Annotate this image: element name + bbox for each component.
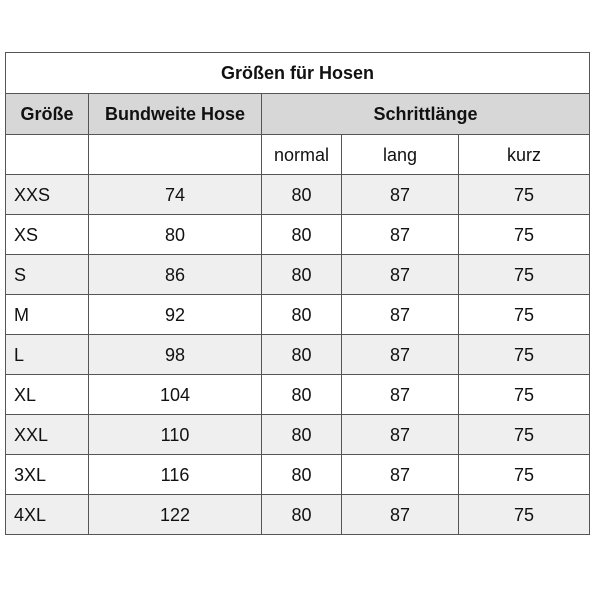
subheader-long: lang [342,135,459,175]
cell-waist: 104 [89,375,262,415]
table-row [6,175,590,215]
cell-normal: 80 [262,215,342,255]
cell-short: 75 [459,455,590,495]
cell-short: 75 [459,415,590,455]
cell-size: XL [6,375,89,415]
cell-normal: 80 [262,415,342,455]
cell-normal: 80 [262,295,342,335]
size-table [5,52,590,535]
table-title: Größen für Hosen [6,53,590,94]
cell-size: L [6,335,89,375]
cell-waist: 86 [89,255,262,295]
cell-size: XXL [6,415,89,455]
cell-long: 87 [342,175,459,215]
header-size: Größe [6,94,89,135]
cell-long: 87 [342,215,459,255]
table-row [6,495,590,535]
cell-long: 87 [342,375,459,415]
subheader-normal: normal [262,135,342,175]
cell-long: 87 [342,295,459,335]
cell-waist: 110 [89,415,262,455]
cell-size: 3XL [6,455,89,495]
cell-waist: 116 [89,455,262,495]
table-row [6,375,590,415]
cell-long: 87 [342,455,459,495]
cell-long: 87 [342,255,459,295]
subheader-empty-waist [89,135,262,175]
cell-normal: 80 [262,335,342,375]
cell-waist: 92 [89,295,262,335]
cell-waist: 122 [89,495,262,535]
subheader-short: kurz [459,135,590,175]
cell-size: XS [6,215,89,255]
cell-normal: 80 [262,175,342,215]
cell-short: 75 [459,335,590,375]
table-row [6,415,590,455]
table-row [6,215,590,255]
cell-long: 87 [342,335,459,375]
cell-normal: 80 [262,495,342,535]
cell-short: 75 [459,295,590,335]
size-table-container [5,52,589,535]
header-waist: Bundweite Hose [89,94,262,135]
header-inseam: Schrittlänge [262,94,590,135]
cell-short: 75 [459,375,590,415]
cell-size: S [6,255,89,295]
cell-waist: 74 [89,175,262,215]
cell-long: 87 [342,415,459,455]
cell-short: 75 [459,215,590,255]
cell-short: 75 [459,255,590,295]
cell-normal: 80 [262,375,342,415]
cell-size: M [6,295,89,335]
cell-normal: 80 [262,455,342,495]
cell-short: 75 [459,175,590,215]
table-row [6,255,590,295]
cell-long: 87 [342,495,459,535]
table-row [6,335,590,375]
cell-waist: 98 [89,335,262,375]
table-row [6,295,590,335]
subheader-empty-size [6,135,89,175]
cell-size: 4XL [6,495,89,535]
cell-waist: 80 [89,215,262,255]
cell-normal: 80 [262,255,342,295]
cell-size: XXS [6,175,89,215]
table-row [6,455,590,495]
cell-short: 75 [459,495,590,535]
